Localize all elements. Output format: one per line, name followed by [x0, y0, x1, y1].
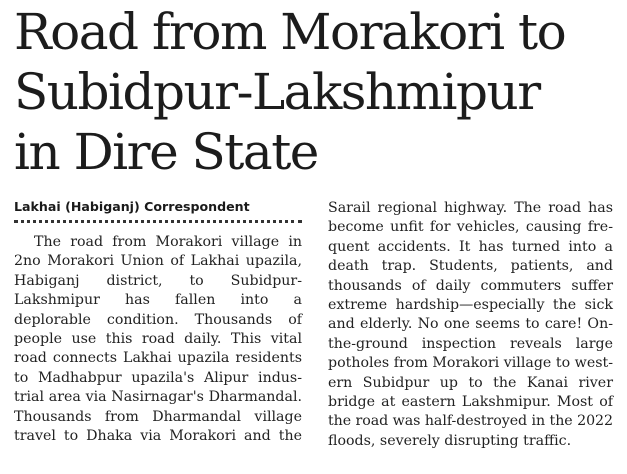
text-line: road connects Lakhai upazila residents [14, 350, 302, 367]
text-line: death trap. Students, patients, and [328, 258, 613, 275]
text-line: thousands of daily commuters suffer [328, 277, 613, 294]
text-line: people use this road daily. This vital [14, 331, 302, 348]
text-line: travel to Dhaka via Morakori and the [14, 428, 302, 445]
headline-line: in Dire State [14, 123, 318, 181]
article-paragraph [14, 233, 302, 446]
byline: Lakhai (Habiganj) Correspondent [14, 199, 250, 214]
text-line: The road from Morakori village in [34, 234, 302, 250]
text-line: Sarail regional highway. The road has [328, 200, 613, 216]
text-line: the-ground inspection reveals large [328, 335, 613, 352]
text-line: become unfit for vehicles, causing fre- [328, 219, 613, 236]
text-line: floods, severely disrupting traffic. [328, 432, 572, 449]
text-line: Habiganj district, to Subidpur- [14, 272, 302, 289]
text-line: to Madhabpur upazila's Alipur indus- [14, 369, 302, 386]
text-line: and elderly. No one seems to care! On- [328, 316, 613, 333]
text-line: deplorable condition. Thousands of [14, 311, 302, 328]
text-line: the road was half-destroyed in the 2022 [328, 413, 613, 430]
text-line: ern Subidpur up to the Kanai river [328, 374, 613, 391]
headline-line: Road from Morakori to [14, 3, 566, 61]
text-line: Thousands from Dharmandal village [14, 408, 302, 425]
text-line: potholes from Morakori village to west- [328, 355, 613, 372]
text-line: trial area via Nasirnagar's Dharmandal. [14, 389, 302, 406]
headline-line: Subidpur-Lakshmipur [14, 63, 540, 121]
byline-divider [14, 220, 302, 223]
text-line: bridge at eastern Lakshmipur. Most of [328, 394, 613, 411]
article-column-right [328, 199, 613, 451]
text-line: 2no Morakori Union of Lakhai upazila, [14, 253, 302, 270]
article-column-left [14, 198, 302, 446]
headline [14, 2, 619, 182]
text-line: quent accidents. It has turned into a [328, 238, 613, 255]
text-line: Lakshmipur has fallen into a [14, 292, 302, 309]
text-line: extreme hardship—especially the sick [328, 297, 613, 314]
